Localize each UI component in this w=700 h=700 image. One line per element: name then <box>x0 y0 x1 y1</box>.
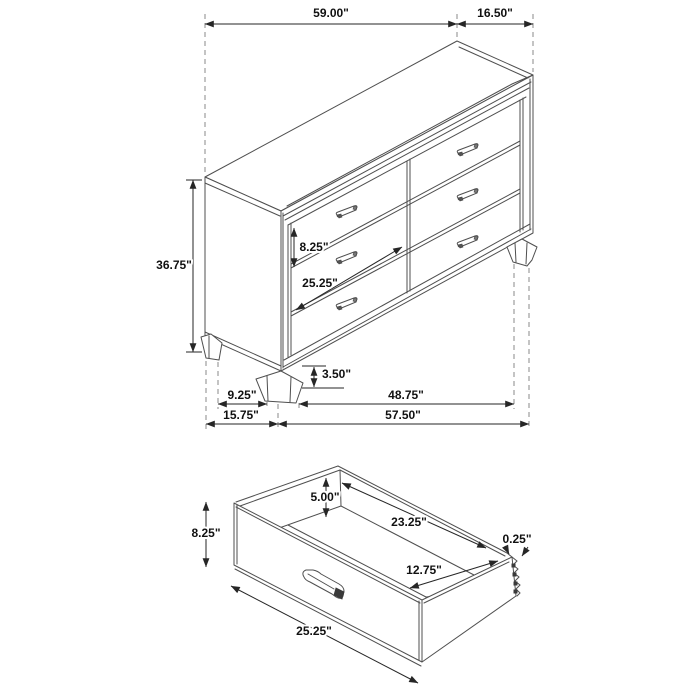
dresser-figure <box>156 6 537 430</box>
dim-label-drawer-panel-thickness: 0.25" <box>502 532 532 546</box>
dim-label-drawer-face-width: 25.25" <box>302 276 338 290</box>
dim-label-side-floor-depth: 15.75" <box>223 408 259 422</box>
dim-floor-width-total <box>278 408 529 424</box>
dim-leg-offset <box>218 388 267 404</box>
dim-side-floor-depth <box>206 408 278 424</box>
dim-depth-top <box>457 6 533 24</box>
dim-label-depth-top: 16.50" <box>477 6 513 20</box>
dim-height <box>156 180 202 352</box>
drawer-figure <box>191 466 531 683</box>
dim-drawer-inner-length <box>342 483 486 548</box>
dim-label-front-floor-width: 48.75" <box>388 388 424 402</box>
dim-label-height: 36.75" <box>156 258 192 272</box>
dim-label-drawer-inner-width: 12.75" <box>406 563 442 577</box>
dim-label-drawer-front-height: 8.25" <box>191 526 221 540</box>
dim-label-drawer-inner-depth: 5.00" <box>310 490 340 504</box>
dim-label-floor-width-total: 57.50" <box>385 408 421 422</box>
dim-label-drawer-face-height: 8.25" <box>299 240 329 254</box>
dim-drawer-inner-depth <box>310 478 339 517</box>
dim-label-drawer-front-width: 25.25" <box>296 624 332 638</box>
dim-front-floor-width <box>299 388 514 404</box>
dim-width-top <box>205 6 457 24</box>
dim-label-width-top: 59.00" <box>313 6 349 20</box>
dim-leg-height <box>302 366 351 388</box>
dim-label-leg-height: 3.50" <box>322 367 352 381</box>
dim-label-leg-offset: 9.25" <box>227 388 257 402</box>
dim-label-drawer-inner-length: 23.25" <box>391 515 427 529</box>
dim-drawer-front-height <box>191 502 220 567</box>
